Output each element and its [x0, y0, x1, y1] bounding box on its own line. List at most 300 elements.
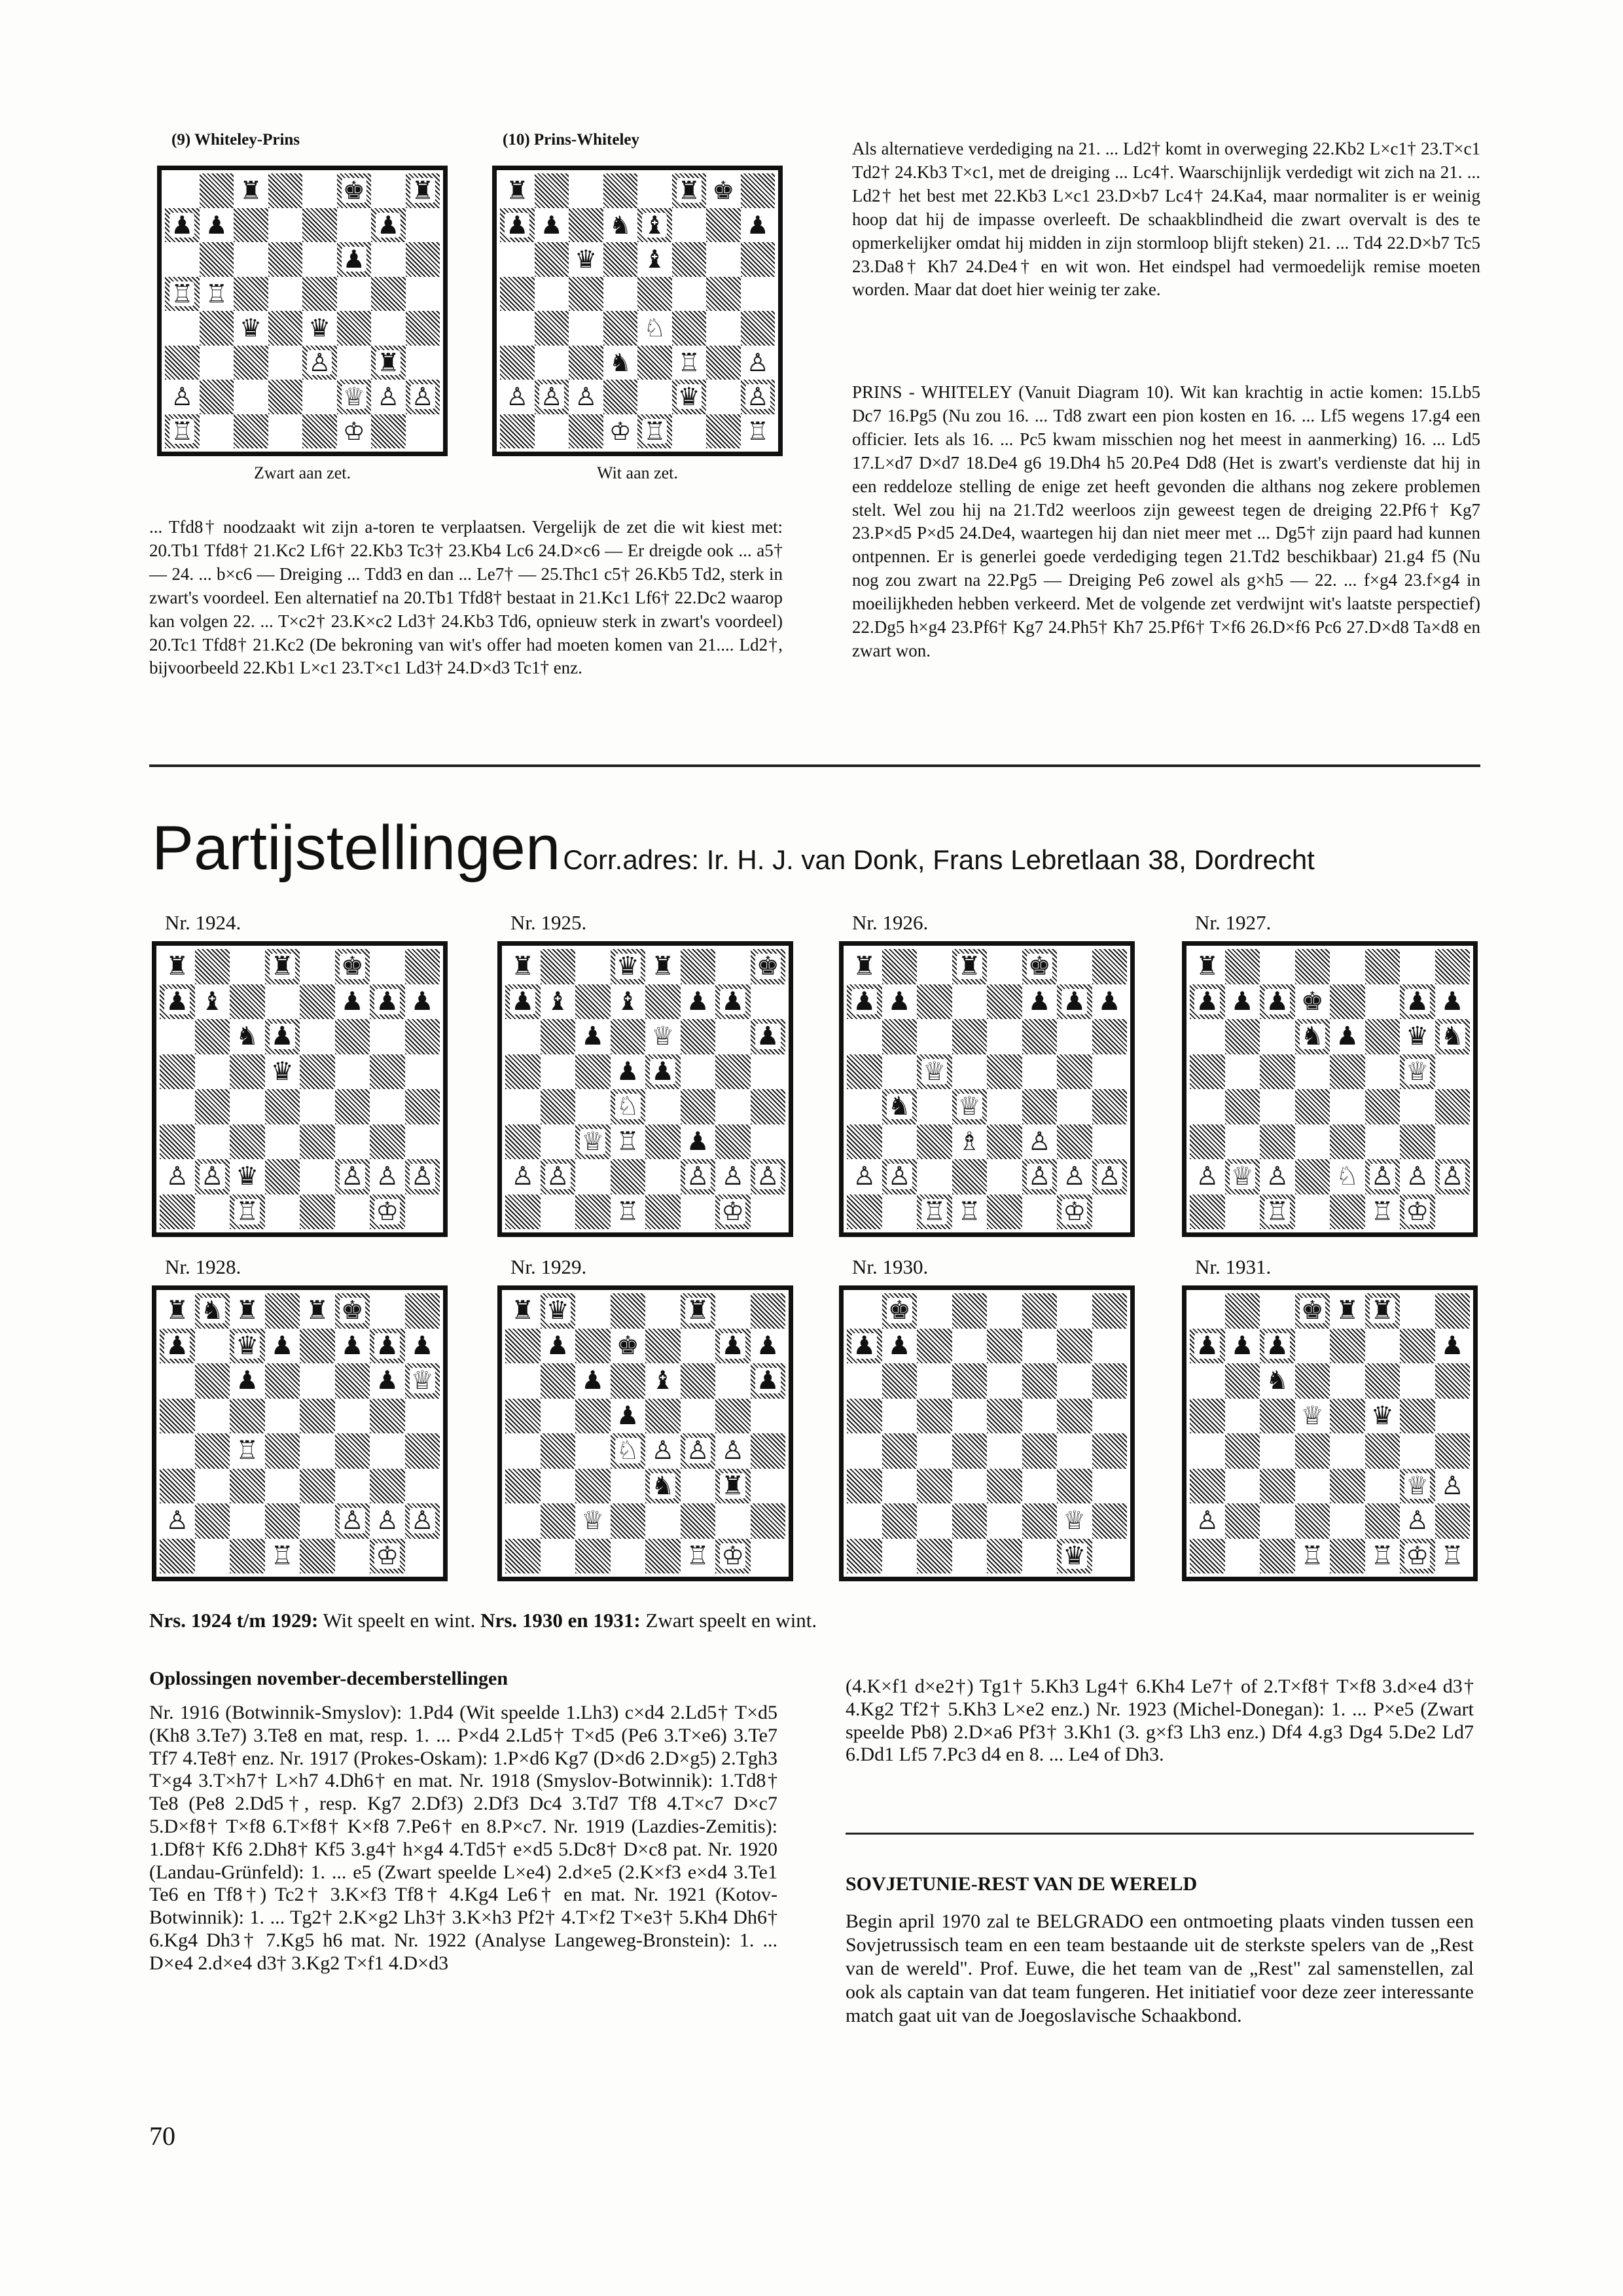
board-square: [300, 1329, 335, 1364]
board-square: [1092, 984, 1128, 1020]
black-rook-icon: ♜: [721, 1471, 745, 1501]
board-square: [603, 208, 638, 243]
chessboard: [847, 1293, 1127, 1573]
white-rook-icon: ♖: [643, 416, 666, 446]
black-bishop-icon: ♝: [651, 1366, 675, 1396]
board-square: [645, 1124, 681, 1160]
board-square: [405, 1159, 440, 1194]
board-square: [952, 1469, 988, 1504]
board-square: [645, 1089, 681, 1124]
board-square: [165, 208, 200, 243]
board-square: [165, 242, 200, 277]
board-square: [751, 1399, 786, 1434]
board-square: [300, 1399, 335, 1434]
board-square: [603, 242, 638, 277]
board-square: [1057, 1399, 1092, 1434]
problems-note-group1: Nrs. 1924 t/m 1929:: [149, 1609, 319, 1632]
board-square: [1092, 1329, 1128, 1364]
white-pawn-icon: ♙: [308, 348, 331, 377]
board-square: [706, 208, 741, 243]
white-king-icon: ♔: [721, 1196, 745, 1227]
board-square: [751, 1019, 786, 1054]
board-square: [1400, 1293, 1435, 1329]
board-square: [234, 208, 268, 243]
board-square: [541, 1433, 576, 1469]
problem-board: [152, 1285, 448, 1581]
board-square: [200, 311, 234, 346]
board-square: [1295, 1469, 1330, 1504]
board-square: [987, 1054, 1022, 1090]
board-square: [265, 1363, 300, 1399]
board-square: [637, 173, 672, 208]
white-pawn-icon: ♙: [171, 382, 194, 412]
board-square: [575, 1054, 611, 1090]
board-square: [1190, 1329, 1225, 1364]
white-pawn-icon: ♙: [1097, 1162, 1121, 1192]
black-pawn-icon: ♟: [616, 1056, 639, 1086]
board-square: [535, 277, 569, 312]
board-square: [715, 949, 751, 984]
board-square: [1330, 1054, 1365, 1090]
black-rook-icon: ♜: [306, 1296, 329, 1326]
black-king-icon: ♚: [616, 1331, 639, 1361]
board-square: [637, 380, 672, 414]
board-square: [645, 1539, 681, 1574]
problems-note: [149, 1609, 817, 1632]
board-square: [1330, 1089, 1365, 1124]
board-square: [541, 1539, 576, 1574]
board-square: [1330, 1433, 1365, 1469]
board-square: [268, 173, 303, 208]
board-square: [847, 1054, 882, 1090]
board-square: [541, 1019, 576, 1054]
board-square: [917, 1194, 952, 1230]
board-square: [370, 984, 405, 1020]
white-pawn-icon: ♙: [411, 382, 434, 412]
board-square: [603, 346, 638, 380]
board-square: [195, 949, 230, 984]
board-square: [234, 173, 268, 208]
board-square: [1092, 1503, 1128, 1539]
board-square: [160, 1159, 195, 1194]
board-square: [681, 1503, 716, 1539]
black-pawn-icon: ♟: [340, 1331, 364, 1361]
white-king-icon: ♔: [342, 416, 365, 446]
black-pawn-icon: ♟: [1063, 986, 1086, 1016]
board-square: [541, 1089, 576, 1124]
board-square: [371, 173, 406, 208]
board-square: [741, 242, 776, 277]
analysis-paragraph-left: ... Tfd8† noodzaakt wit zijn a-toren te verplaatsen. Vergelijk de zet die wit kiest met: 20.Tb1 Tfd8† 21.Kc2 Lf6† 22.Kb3 Tc3† 23.Kb4 Lc6 24.D×c6 — Er dreigde ook ... a5† — 24. ... b×c6 — Dreiging ... Tdd3 en dan ... Le7† — 25.Thc1 c5† 26.Kb5 Td2, sterk in zwart's voordeel. Een alternatief na 20.Tb1 Tfd8† bestaat in 21.Kc1 Lf6† 22.Dc2 waarop kan volgen 22. ... T×c2† 23.K×c2 Ld3† 24.Kb3 Td6, opnieuw sterk in zwart's voordeel) 20.Tc1 Tfd8† 21.Kc2 (De bekroning van wit's offer had moeten komen van 21.... Ld2†, bijvoorbeeld 22.Kb1 L×c1 23.T×c1 Ld3† 24.D×d3 Tc1† enz.: [149, 517, 783, 678]
board-square: [751, 1054, 786, 1090]
board-square: [337, 242, 372, 277]
board-square: [1400, 1433, 1435, 1469]
board-square: [160, 984, 195, 1020]
board-square: [505, 1089, 541, 1124]
black-pawn-icon: ♟: [887, 986, 911, 1016]
board-square: [645, 1433, 681, 1469]
board-square: [1190, 949, 1225, 984]
board-square: [917, 1019, 952, 1054]
board-square: [541, 1469, 576, 1504]
board-square: [370, 1363, 405, 1399]
board-square: [611, 1469, 646, 1504]
problems-note-instruction1: Wit speelt en wint.: [318, 1609, 481, 1632]
board-square: [1400, 1329, 1435, 1364]
white-pawn-icon: ♙: [340, 1162, 364, 1192]
board-square: [575, 1293, 611, 1329]
board-square: [575, 1019, 611, 1054]
board-square: [917, 1089, 952, 1124]
board-square: [1092, 1019, 1128, 1054]
white-pawn-icon: ♙: [575, 382, 597, 412]
board-square: [370, 1433, 405, 1469]
board-square: [681, 1539, 716, 1574]
board-square: [1365, 1089, 1400, 1124]
black-pawn-icon: ♟: [340, 986, 364, 1016]
chessboard: [500, 173, 775, 448]
black-pawn-icon: ♟: [166, 1331, 189, 1361]
problem-number: Nr. 1929.: [510, 1255, 587, 1278]
black-pawn-icon: ♟: [1266, 1331, 1289, 1361]
white-pawn-icon: ♙: [376, 1506, 399, 1536]
board-square: [265, 1054, 300, 1090]
board-square: [1092, 1469, 1128, 1504]
board-square: [541, 984, 576, 1020]
board-square: [672, 242, 707, 277]
board-square: [751, 1124, 786, 1160]
board-square: [265, 1159, 300, 1194]
board-square: [405, 1019, 440, 1054]
black-rook-icon: ♜: [411, 176, 434, 206]
black-pawn-icon: ♟: [410, 986, 434, 1016]
board-square: [681, 1124, 716, 1160]
board-square: [1057, 949, 1092, 984]
board-square: [1330, 1293, 1365, 1329]
board-square: [230, 1469, 265, 1504]
board-square: [541, 949, 576, 984]
board-square: [672, 277, 707, 312]
board-square: [1225, 1019, 1260, 1054]
board-square: [195, 1329, 230, 1364]
board-square: [500, 242, 535, 277]
board-square: [371, 208, 406, 243]
white-bishop-icon: ♗: [957, 1126, 981, 1157]
board-square: [847, 1329, 882, 1364]
black-pawn-icon: ♟: [1440, 986, 1464, 1016]
board-square: [335, 1503, 370, 1539]
board-square: [335, 1293, 370, 1329]
analysis-paragraph-right-1: Als alternatieve verdediging na 21. ... Ld2† komt in overweging 22.Kb2 L×c1† 23.T×c1 Td2† 24.Kb3 T×c1, met de dreiging ... Lc4†. Waarschijnlijk verdedigt wit zich na 21. ... Ld2† het best met 22.Kb3 L×c1 23.D×b7 Lc4† 24.Ka4, maar normaliter is er weinig hoop dat hij de impasse overleeft. De schaakblindheid die zwart overvalt is des te opmerkelijker omdat hij midden in zijn stormloop blijft steken) 21. ... Td4 22.D×b7 Tc5 23.Da8† Kh7 24.De4† en wit won. Het eindspel had vermoedelijk remise moeten worden. Maar dat doet hier weinig ter zake.: [852, 139, 1480, 300]
board-square: [575, 949, 611, 984]
board-square: [200, 414, 234, 449]
board-square: [1295, 1089, 1330, 1124]
board-square: [230, 1159, 265, 1194]
board-square: [575, 1159, 611, 1194]
board-square: [672, 414, 707, 449]
black-rook-icon: ♜: [166, 952, 189, 982]
board-square: [1092, 1159, 1128, 1194]
board-square: [706, 414, 741, 449]
board-square: [751, 1089, 786, 1124]
black-king-icon: ♚: [342, 176, 365, 206]
board-square: [987, 1194, 1022, 1230]
board-square: [1400, 1194, 1435, 1230]
white-rook-icon: ♖: [1370, 1196, 1394, 1227]
board-square: [300, 1194, 335, 1230]
board-square: [300, 1293, 335, 1329]
board-square: [1022, 1539, 1058, 1574]
board-square: [370, 1019, 405, 1054]
board-square: [371, 346, 406, 380]
board-square: [335, 1363, 370, 1399]
board-square: [1260, 984, 1295, 1020]
board-square: [535, 242, 569, 277]
board-square: [370, 1293, 405, 1329]
board-square: [505, 1539, 541, 1574]
white-pawn-icon: ♙: [686, 1162, 709, 1192]
black-knight-icon: ♞: [651, 1471, 675, 1501]
black-pawn-icon: ♟: [581, 1366, 605, 1396]
board-square: [500, 277, 535, 312]
board-square: [1400, 1089, 1435, 1124]
black-pawn-icon: ♟: [746, 210, 769, 240]
black-pawn-icon: ♟: [581, 1022, 605, 1052]
board-square: [541, 1503, 576, 1539]
board-square: [160, 1054, 195, 1090]
board-square: [195, 1469, 230, 1504]
black-pawn-icon: ♟: [756, 1366, 779, 1396]
board-square: [405, 1124, 440, 1160]
black-queen-icon: ♛: [546, 1296, 569, 1326]
board-square: [847, 984, 882, 1020]
board-square: [268, 414, 303, 449]
board-square: [1022, 1124, 1058, 1160]
board-square: [370, 1054, 405, 1090]
board-square: [645, 1293, 681, 1329]
board-square: [1057, 1159, 1092, 1194]
white-rook-icon: ♖: [236, 1196, 259, 1227]
board-square: [1092, 1194, 1128, 1230]
board-square: [195, 984, 230, 1020]
white-pawn-icon: ♙: [1063, 1162, 1086, 1192]
board-square: [265, 1469, 300, 1504]
black-pawn-icon: ♟: [1097, 986, 1121, 1016]
board-square: [751, 1363, 786, 1399]
board-square: [1092, 1539, 1128, 1574]
black-pawn-icon: ♟: [205, 210, 228, 240]
black-queen-icon: ♛: [270, 1056, 294, 1086]
white-pawn-icon: ♙: [1440, 1471, 1464, 1501]
black-pawn-icon: ♟: [166, 986, 189, 1016]
board-square: [1260, 1019, 1295, 1054]
board-square: [335, 1469, 370, 1504]
board-square: [1435, 1329, 1471, 1364]
black-pawn-icon: ♟: [1230, 1331, 1254, 1361]
black-knight-icon: ♞: [609, 348, 632, 377]
board-square: [987, 1329, 1022, 1364]
board-square: [234, 277, 268, 312]
board-square: [1225, 1159, 1260, 1194]
board-square: [715, 1433, 751, 1469]
board-square: [406, 311, 440, 346]
board-square: [1260, 1503, 1295, 1539]
board-square: [1092, 1433, 1128, 1469]
board-square: [1365, 1433, 1400, 1469]
board-square: [541, 1159, 576, 1194]
board-square: [611, 1054, 646, 1090]
board-square: [1400, 984, 1435, 1020]
board-square: [195, 1293, 230, 1329]
board-square: [405, 1194, 440, 1230]
white-pawn-icon: ♙: [853, 1162, 876, 1192]
diagram-9-caption: Zwart aan zet.: [254, 463, 351, 482]
board-square: [603, 173, 638, 208]
board-square: [337, 311, 372, 346]
board-square: [645, 1329, 681, 1364]
board-square: [500, 380, 535, 414]
board-square: [500, 346, 535, 380]
board-square: [234, 414, 268, 449]
board-square: [715, 1539, 751, 1574]
white-rook-icon: ♖: [1440, 1541, 1464, 1571]
white-rook-icon: ♖: [171, 416, 194, 446]
board-square: [265, 949, 300, 984]
white-knight-icon: ♘: [616, 1436, 639, 1466]
board-square: [847, 949, 882, 984]
board-square: [1365, 1293, 1400, 1329]
board-square: [300, 1433, 335, 1469]
white-king-icon: ♔: [1406, 1196, 1429, 1227]
board-square: [1190, 1054, 1225, 1090]
board-square: [715, 1054, 751, 1090]
white-pawn-icon: ♙: [1196, 1162, 1219, 1192]
board-square: [1057, 1054, 1092, 1090]
board-square: [715, 1019, 751, 1054]
chessboard: [505, 949, 785, 1229]
board-square: [370, 1329, 405, 1364]
board-square: [681, 1399, 716, 1434]
section-divider: [149, 764, 1480, 767]
board-square: [405, 1433, 440, 1469]
black-queen-icon: ♛: [575, 245, 597, 274]
white-pawn-icon: ♙: [166, 1506, 189, 1536]
board-square: [715, 1329, 751, 1364]
board-square: [370, 1194, 405, 1230]
diagram-9-title: (9) Whiteley-Prins: [171, 131, 300, 149]
black-pawn-icon: ♟: [270, 1022, 294, 1052]
white-pawn-icon: ♙: [1027, 1162, 1051, 1192]
board-square: [300, 1503, 335, 1539]
white-rook-icon: ♖: [616, 1126, 639, 1157]
board-square: [160, 1503, 195, 1539]
board-square: [882, 1124, 918, 1160]
board-square: [1295, 1019, 1330, 1054]
board-square: [1330, 949, 1365, 984]
black-rook-icon: ♜: [240, 176, 262, 206]
board-square: [987, 1089, 1022, 1124]
board-square: [1435, 1089, 1471, 1124]
white-queen-icon: ♕: [651, 1022, 675, 1052]
board-square: [1365, 1329, 1400, 1364]
board-square: [268, 242, 303, 277]
board-square: [1092, 1054, 1128, 1090]
board-square: [265, 1503, 300, 1539]
board-square: [1260, 1433, 1295, 1469]
board-square: [987, 1433, 1022, 1469]
board-square: [195, 1019, 230, 1054]
black-pawn-icon: ♟: [376, 1331, 399, 1361]
board-square: [265, 1019, 300, 1054]
board-square: [611, 1433, 646, 1469]
board-square: [751, 949, 786, 984]
board-square: [847, 1124, 882, 1160]
board-square: [603, 380, 638, 414]
board-square: [672, 380, 707, 414]
white-pawn-icon: ♙: [200, 1162, 224, 1192]
board-square: [234, 380, 268, 414]
board-square: [611, 1159, 646, 1194]
board-square: [917, 1329, 952, 1364]
white-rook-icon: ♖: [1266, 1196, 1289, 1227]
board-square: [535, 208, 569, 243]
board-square: [230, 949, 265, 984]
board-square: [200, 242, 234, 277]
board-square: [611, 949, 646, 984]
board-square: [535, 414, 569, 449]
board-square: [300, 1019, 335, 1054]
white-king-icon: ♔: [1406, 1541, 1429, 1571]
board-square: [987, 1469, 1022, 1504]
black-knight-icon: ♞: [200, 1296, 224, 1326]
board-square: [505, 1433, 541, 1469]
board-square: [1260, 1293, 1295, 1329]
board-square: [715, 1089, 751, 1124]
board-square: [505, 1019, 541, 1054]
board-square: [1400, 1159, 1435, 1194]
board-square: [370, 1399, 405, 1434]
white-queen-icon: ♕: [342, 382, 365, 412]
board-square: [847, 1363, 882, 1399]
problem-board: [1182, 941, 1478, 1237]
board-square: [160, 1469, 195, 1504]
board-square: [672, 311, 707, 346]
black-rook-icon: ♜: [651, 952, 675, 982]
board-square: [1057, 1293, 1092, 1329]
board-square: [917, 1539, 952, 1574]
board-square: [917, 984, 952, 1020]
board-square: [741, 346, 776, 380]
board-square: [1022, 1433, 1058, 1469]
black-pawn-icon: ♟: [236, 1366, 259, 1396]
board-square: [1260, 1329, 1295, 1364]
black-bishop-icon: ♝: [643, 245, 666, 274]
board-square: [1365, 1159, 1400, 1194]
board-square: [541, 1194, 576, 1230]
board-square: [1435, 949, 1471, 984]
board-square: [751, 1503, 786, 1539]
black-pawn-icon: ♟: [1196, 986, 1219, 1016]
board-square: [882, 1089, 918, 1124]
board-square: [1330, 984, 1365, 1020]
black-pawn-icon: ♟: [686, 986, 709, 1016]
board-square: [569, 311, 603, 346]
board-square: [1400, 1469, 1435, 1504]
board-square: [160, 1293, 195, 1329]
board-square: [1225, 1293, 1260, 1329]
board-square: [230, 1194, 265, 1230]
board-square: [160, 1433, 195, 1469]
